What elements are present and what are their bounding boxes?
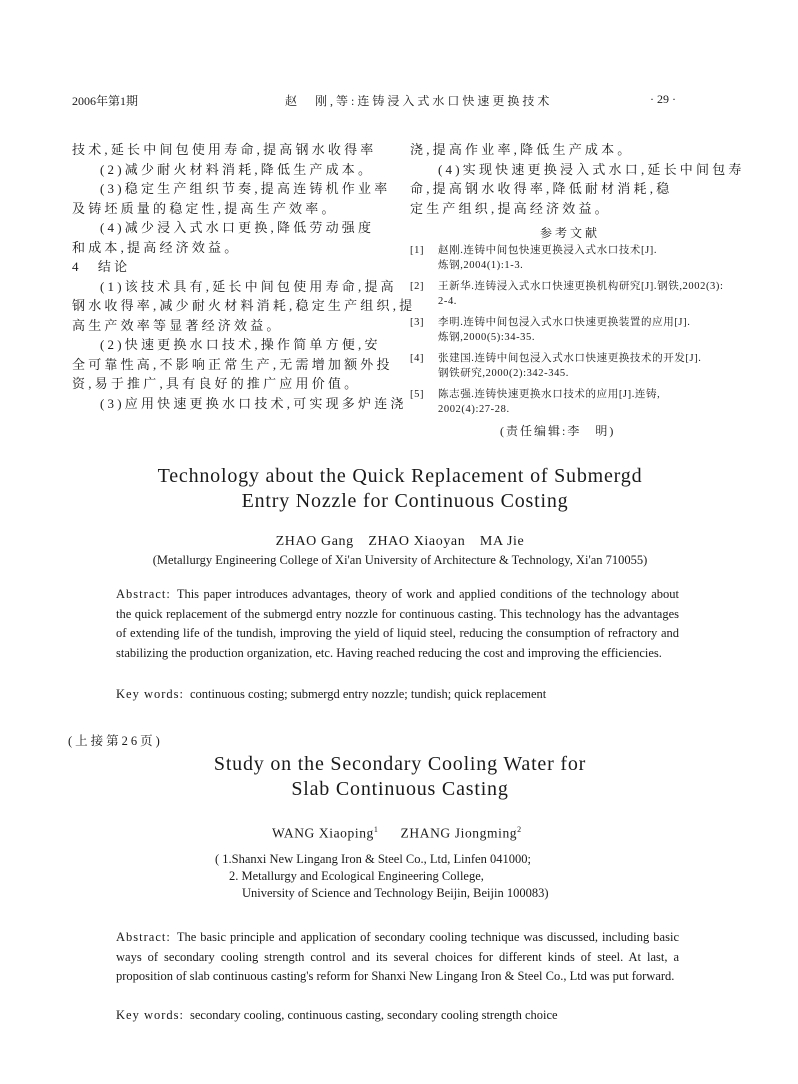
body-line: 命,提高钢水收得率,降低耐材消耗,稳 [410, 181, 673, 196]
reference-number: [1] [410, 245, 425, 256]
reference-text: 张建国.连铸中间包浸入式水口快速更换技术的开发[J]. [438, 353, 702, 364]
body-line: (2)减少耐火材料消耗,降低生产成本。 [100, 161, 375, 177]
body-line: 和成本,提高经济效益。 [72, 239, 241, 255]
article1-affiliation: (Metallurgy Engineering College of Xi'an University of Architecture & Technology, Xi'an 710055) [152, 553, 648, 567]
body-line: 浇,提高作业率,降低生产成本。 [410, 142, 634, 157]
title-line: Technology about the Quick Replacement of Submergd [157, 465, 643, 487]
article1-keywords [116, 685, 679, 705]
affiliation-line: University of Science and Technology Beijin, Beijin 100083) [242, 886, 549, 900]
abstract-text: This paper introduces advantages, theory of work and applied conditions of the technology about the quick replacement of the submergd entry nozzle for continuous casting. This technology has the advantages of extending life of the tundish, improving the yield of liquid steel, reducing the consumption of refractory and stabilizing the production organization, etc. Having reached reducing the cost and improving the efficiencies. [116, 587, 679, 660]
author-affil-mark: 2 [517, 825, 522, 834]
author-affil-mark: 1 [373, 825, 379, 834]
body-line: (4)实现快速更换浸入式水口,延长中间包寿 [438, 161, 745, 177]
article2-abstract [116, 928, 679, 987]
reference-number: [5] [410, 389, 425, 400]
right-column [410, 140, 745, 218]
article2-title [60, 752, 740, 802]
article1-authors: ZHAO Gang ZHAO Xiaoyan MA Jie [275, 534, 525, 549]
reference-text: 赵刚.连铸中间包快速更换浸入式水口技术[J]. [438, 245, 658, 256]
body-line: (4)减少浸入式水口更换,降低劳动强度 [100, 220, 375, 235]
header-left: 2006年第1期 [72, 94, 139, 108]
title-line: Entry Nozzle for Continuous Costing [241, 490, 569, 512]
author-name: WANG Xiaoping [272, 825, 374, 841]
abstract-text: The basic principle and application of secondary cooling technique was discussed, including basic ways of secondary cooling strength control and its several choices for different kinds of steel. At last, a proposition of slab continuous casting's reform for Shanxi New Lingang Iron & Steel Co., Ltd was put forward. [116, 930, 679, 983]
body-line: 技术,延长中间包使用寿命,提高钢水收得率 [72, 142, 377, 157]
body-line: (2)快速更换水口技术,操作简单方便,安 [100, 337, 381, 352]
keywords-label: Key words: [116, 1008, 184, 1022]
reference-text: 王新华.连铸浸入式水口快速更换机构研究[J].钢铁,2002(3): [438, 281, 724, 292]
reference-number: [3] [410, 317, 425, 328]
body-line: 钢水收得率,减少耐火材料消耗,稳定生产组织,提 [72, 298, 416, 313]
body-line: 资,易于推广,具有良好的推广应用价值。 [72, 376, 361, 391]
reference-list [410, 243, 724, 423]
article2-keywords [116, 1006, 679, 1026]
body-line: 定生产组织,提高经济效益。 [410, 200, 611, 216]
header-center: 赵 刚,等:连铸浸入式水口快速更换技术 [285, 94, 553, 108]
body-line: (3)稳定生产组织节奏,提高连铸机作业率 [100, 181, 391, 196]
reference-text: 2-4. [438, 296, 458, 307]
article2-affiliation [215, 851, 548, 902]
abstract-label: Abstract: [116, 587, 171, 601]
body-line: 高生产效率等显著经济效益。 [72, 317, 283, 333]
reference-item [410, 279, 724, 315]
reference-item [410, 387, 720, 423]
body-line: 全可靠性高,不影响正常生产,无需增加额外投 [72, 356, 393, 372]
reference-number: [2] [410, 281, 425, 292]
section-heading: 4 结论 [72, 259, 131, 274]
abstract-label: Abstract: [116, 930, 171, 944]
reference-text: 钢铁研究,2000(2):342-345. [438, 368, 570, 379]
left-column [72, 140, 416, 413]
title-line: Study on the Secondary Cooling Water for [213, 753, 587, 775]
continued-note: (上接第26页) [68, 734, 163, 748]
reference-text: 2002(4):27-28. [438, 404, 510, 415]
reference-item [410, 351, 720, 387]
editor-note: (责任编辑:李 明) [500, 424, 616, 438]
references-heading: 参考文献 [540, 226, 601, 240]
affiliation-line: ( 1.Shanxi New Lingang Iron & Steel Co., Ltd, Linfen 041000; [215, 852, 531, 866]
reference-text: 炼钢,2000(5):34-35. [438, 332, 536, 343]
keywords-label: Key words: [116, 687, 184, 701]
body-line: (1)该技术具有,延长中间包使用寿命,提高 [100, 278, 397, 294]
article1-abstract [116, 585, 679, 663]
reference-number: [4] [410, 353, 425, 364]
body-line: 及铸坯质量的稳定性,提高生产效率。 [72, 200, 338, 216]
keywords-text: secondary cooling, continuous casting, secondary cooling strength choice [189, 1008, 558, 1022]
reference-text: 陈志强.连铸快速更换水口技术的应用[J].连铸, [438, 389, 661, 400]
reference-item [410, 243, 720, 279]
article2-authors [272, 825, 522, 842]
author-name: ZHANG Jiongming [400, 825, 518, 841]
page-number: · 29 · [650, 92, 676, 106]
body-line: (3)应用快速更换水口技术,可实现多炉连浇 [100, 395, 407, 411]
reference-text: 炼钢,2004(1):1-3. [438, 260, 524, 271]
reference-item [410, 315, 720, 351]
article1-title [60, 464, 740, 514]
affiliation-line: 2. Metallurgy and Ecological Engineering College, [229, 869, 484, 883]
reference-text: 李明.连铸中间包浸入式水口快速更换装置的应用[J]. [438, 317, 691, 328]
title-line: Slab Continuous Casting [291, 778, 509, 800]
keywords-text: continuous costing; submergd entry nozzle; tundish; quick replacement [189, 687, 547, 701]
